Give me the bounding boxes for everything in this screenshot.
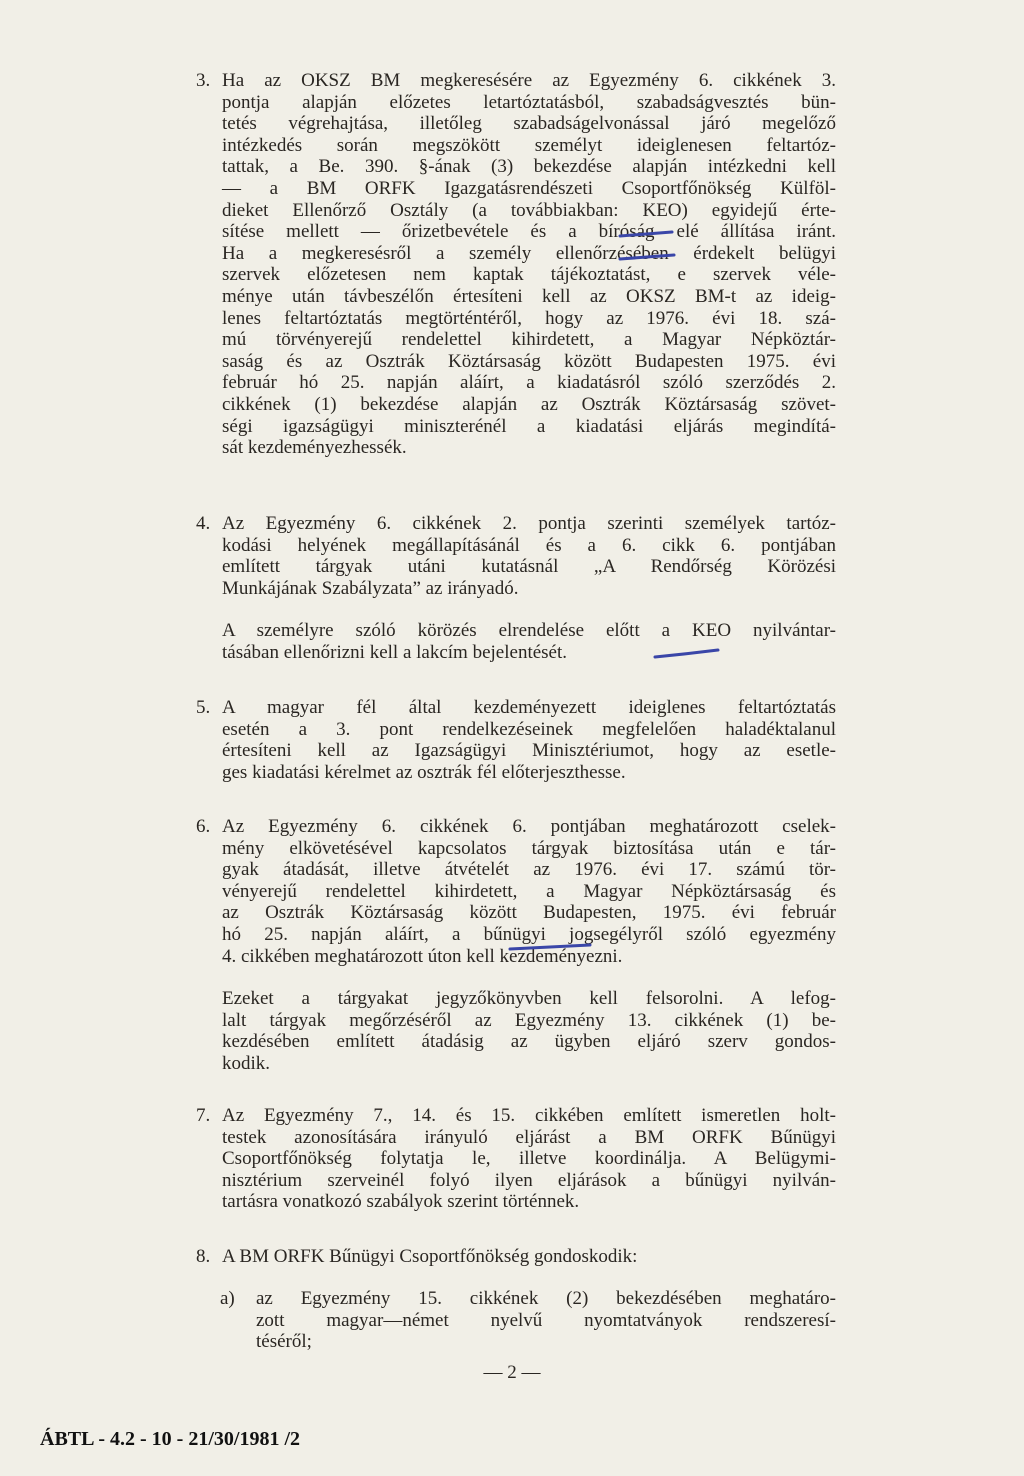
text-line: lalt tárgyak megőrzéséről az Egyezmény 13. cikkének (1) be- [222, 1009, 836, 1031]
text-line: nisztérium szerveinél folyó ilyen eljárások a bűnügyi nyilván- [222, 1169, 836, 1191]
item-body [222, 70, 836, 459]
text-line: — a BM ORFK Igazgatásrendészeti Csoportfőnökség Külföl- [222, 177, 836, 199]
text-line: szervek előzetesen nem kaptak tájékoztatást, e szervek véle- [222, 264, 836, 286]
item-number: 6. [196, 816, 211, 837]
text-line: mú törvényerejű rendelettel kihirdetett, a Magyar Népköztár- [222, 329, 836, 351]
text-line: Ezeket a tárgyakat jegyzőkönyvben kell felsorolni. A lefog- [222, 988, 836, 1010]
text-line: február hó 25. napján aláírt, a kiadatásról szóló szerződés 2. [222, 372, 836, 394]
item-8 [196, 1246, 836, 1268]
item-5 [196, 697, 836, 783]
text-line: esetén a 3. pont rendelkezéseinek megfelelően haladéktalanul [222, 718, 836, 740]
text-line: Munkájának Szabályzata” az irányadó. [222, 577, 519, 599]
text-line: téséről; [256, 1331, 312, 1353]
item-body [222, 513, 836, 664]
subitem-letter: a) [220, 1288, 235, 1309]
text-line: kezdésében említett átadásig az ügyben eljáró szerv gondos- [222, 1031, 836, 1053]
text-line: lenes feltartóztatás megtörténtéről, hogy az 1976. évi 18. szá- [222, 307, 836, 329]
text-line: saság és az Osztrák Köztársaság között Budapesten 1975. évi [222, 350, 836, 372]
text-line: Az Egyezmény 7., 14. és 15. cikkében említett ismeretlen holt- [222, 1105, 836, 1126]
text-line: Ha a megkeresésről a személy ellenőrzésében érdekelt belügyi [222, 242, 836, 264]
text-line: említett tárgyak utáni kutatásnál „A Rendőrség Körözési [222, 556, 836, 578]
text-line: az Egyezmény 15. cikkének (2) bekezdésében meghatáro- [256, 1288, 836, 1309]
item-3 [196, 70, 836, 459]
text-line: intézkedés során megszökött személyt ideiglenesen feltartóz- [222, 134, 836, 156]
text-line: kodási helyének megállapításánál és a 6. cikk 6. pontjában [222, 534, 836, 556]
text-line: ges kiadatási kérelmet az osztrák fél előterjeszthesse. [222, 761, 626, 783]
text-line: gyak átadását, illetve átvételét az 1976. évi 17. számú tör- [222, 859, 836, 881]
text-line: tattak, a Be. 390. §-ának (3) bekezdése alapján intézkedni kell [222, 156, 836, 178]
text-line: 4. cikkében meghatározott úton kell kezdeményezni. [222, 945, 623, 967]
text-line: az Osztrák Köztársaság között Budapesten, 1975. évi február [222, 902, 836, 924]
text-line: pontja alapján előzetes letartóztatásból, szabadságvesztés bün- [222, 91, 836, 113]
item-body [222, 697, 836, 783]
item-4 [196, 513, 836, 664]
text-line: testek azonosítására irányuló eljárást a BM ORFK Bűnügyi [222, 1126, 836, 1148]
text-line: Az Egyezmény 6. cikkének 2. pontja szerinti személyek tartóz- [222, 513, 836, 534]
text-line: kodik. [222, 1052, 271, 1074]
subitem-a [220, 1288, 836, 1353]
item-number: 8. [196, 1246, 211, 1267]
text-line: A BM ORFK Bűnügyi Csoportfőnökség gondoskodik: [222, 1246, 638, 1267]
text-line: Ha az OKSZ BM megkeresésére az Egyezmény 6. cikkének 3. [222, 70, 836, 91]
text-line: A személyre szóló körözés elrendelése előtt a KEO nyilvántar- [222, 620, 836, 642]
page-number: — 2 — [483, 1362, 541, 1383]
text-line: zott magyar—német nyelvű nyomtatványok rendszeresí- [256, 1309, 836, 1331]
text-line: mény elkövetésével kapcsolatos tárgyak biztosítása után e tár- [222, 837, 836, 859]
text-line: Az Egyezmény 6. cikkének 6. pontjában meghatározott cselek- [222, 816, 836, 837]
text-line: tásában ellenőrizni kell a lakcím bejelentését. [222, 641, 568, 663]
subitem-body [256, 1288, 836, 1353]
text-line: sítése mellett — őrizetbevétele és a bíróság elé állítása iránt. [222, 221, 836, 243]
text-line: ségi igazságügyi miniszterénél a kiadatási eljárás megindítá- [222, 415, 836, 437]
text-line: tartásra vonatkozó szabályok szerint történnek. [222, 1191, 580, 1213]
item-7 [196, 1105, 836, 1213]
text-line: sát kezdeményezhessék. [222, 437, 407, 459]
item-number: 7. [196, 1105, 211, 1126]
text-line: cikkének (1) bekezdése alapján az Osztrák Köztársaság szövet- [222, 393, 836, 415]
archive-reference: ÁBTL - 4.2 - 10 - 21/30/1981 /2 [40, 1428, 301, 1450]
text-line: hó 25. napján aláírt, a bűnügyi jogsegélyről szóló egyezmény [222, 923, 836, 945]
text-line: A magyar fél által kezdeményezett ideiglenes feltartóztatás [222, 697, 836, 718]
item-number: 5. [196, 697, 211, 718]
text-line: tetés végrehajtása, illetőleg szabadságelvonással járó megelőző [222, 113, 836, 135]
item-number: 4. [196, 513, 211, 534]
item-number: 3. [196, 70, 211, 91]
text-line: vényerejű rendelettel kihirdetett, a Magyar Népköztársaság és [222, 880, 836, 902]
item-body [222, 816, 836, 1075]
text-line: dieket Ellenőrző Osztály (a továbbiakban: KEO) egyidejű érte- [222, 199, 836, 221]
text-line: ménye után távbeszélőn értesíteni kell az OKSZ BM-t az ideig- [222, 285, 836, 307]
item-6 [196, 816, 836, 1075]
text-line: értesíteni kell az Igazságügyi Minisztériumot, hogy az esetle- [222, 740, 836, 762]
item-body [222, 1246, 836, 1268]
item-body [222, 1105, 836, 1213]
text-line: Csoportfőnökség folytatja le, illetve koordinálja. A Belügymi- [222, 1148, 836, 1170]
